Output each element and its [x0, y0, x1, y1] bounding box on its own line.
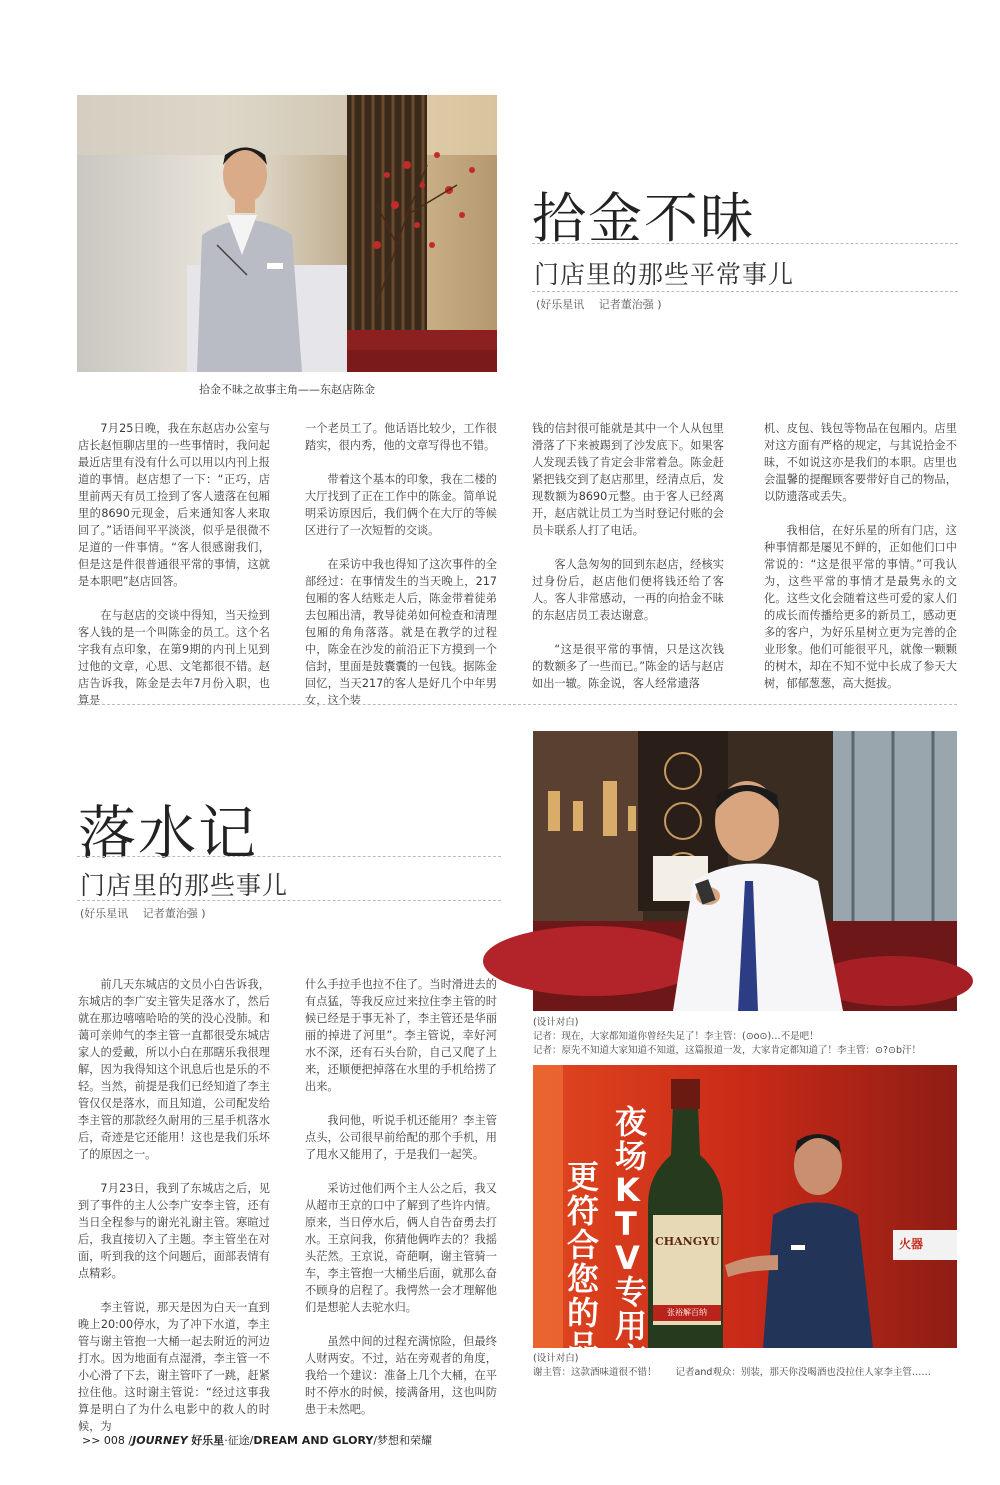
paragraph: 一个老员工了。他话语比较少，工作很踏实，很内秀，他的文章写得也不错。	[305, 422, 497, 452]
bottle-label: 张裕解百纳	[667, 1308, 707, 1317]
divider	[532, 291, 958, 292]
paragraph: 在与赵店的交谈中得知，当天捡到客人钱的是一个叫陈金的员工。这个名字我有点印象，在第9期的内刊上见到过他的文章，心思、文笔都很不错。赵店告诉我，陈金是去年7月份入职，也算是	[78, 609, 270, 707]
footer-zhengtu: 征途/	[227, 1434, 254, 1447]
article1-subtitle: 门店里的那些平常事儿	[534, 260, 795, 289]
article1-column-4	[764, 420, 957, 709]
article1-column-3	[532, 420, 724, 709]
caption-label: (设计对白)	[533, 1017, 579, 1028]
paragraph: 在采访中我也得知了这次事件的全部经过：在事情发生的当天晚上，217包厢的客人结账走人后，陈金带着徒弟去包厢出清，教导徒弟如何检查和清理包厢的角角落落。就是在教学的过程中，陈金在沙发的前沿正下方摸到一个信封，里面是鼓囊囊的一包钱。据陈金回忆，当天217的客人是好几个中年男女，这个装	[305, 558, 497, 707]
paragraph: 采访过他们两个主人公之后，我又从超市王京的口中了解到了些许内情。原来，当日停水后，俩人自告奋勇去打水。王京问我，你猜他俩咋去的？我摇头茫然。王京说，奇葩啊，谢主管骑一车，李主管抱一大桶坐后面，就那么奋不顾身的启程了。我愕然一会才理解他们是想驼人去驼水归。	[305, 1182, 497, 1314]
photo2-caption	[533, 1352, 957, 1380]
article1-column-2	[305, 420, 497, 726]
divider	[532, 243, 958, 244]
paragraph: 机、皮包、钱包等物品在包厢内。店里对这方面有严格的规定，与其说拾金不昧，不如说这亦是我们的本职。店里也会温馨的提醒顾客要带好自己的物品，以防遗落或丢失。	[764, 422, 957, 503]
paragraph: 虽然中间的过程充满惊险，但最终人财两安。不过，站在旁观者的角度，我给一个建议：准备上几个大桶，在平时不停水的时候，接满备用，这也叫防患于未然吧。	[305, 1335, 497, 1416]
wall-sign: 火器	[899, 1237, 924, 1251]
paragraph: 带着这个基本的印象，我在二楼的大厅找到了正在工作中的陈金。简单说明采访原因后，我们俩个在大厅的等候区进行了一次短暂的交谈。	[305, 473, 497, 537]
caption-line: 记者：原先不知道大家知道不知道，这篇报道一发，大家肯定都知道了！李主管：⊙?⊙b汗！	[533, 1045, 921, 1056]
section-divider	[77, 704, 957, 705]
footer-brand: 好乐星	[191, 1434, 225, 1447]
article1-title: 拾金不昧	[532, 187, 756, 250]
footer-dream: DREAM AND GLORY	[253, 1434, 374, 1447]
caption-line: 谢主管：这款酒味道很不错！ 记者and观众：别装，那天你没喝酒也没拉住人家李主管……	[533, 1367, 931, 1378]
paragraph: 钱的信封很可能就是其中一个人从包里滑落了下来被踢到了沙发底下。如果客人发现丢钱了肯定会非常着急。陈金赶紧把钱交到了赵店那里，经清点后，发现数额为8690元整。由于客人已经离开，赵店就让员工为当时登记付账的会员卡联系人打了电话。	[532, 422, 724, 537]
paragraph: 李主管说，那天是因为白天一直到晚上20:00停水，为了冲下水道，李主管与谢主管抱一大桶一起去附近的河边打水。因为地面有点湿滑，李主管一不小心滑了下去，谢主管吓了一跳，赶紧拉住他。这时谢主管说：“经过这事我算是明白了为什么电影中的救人的时候，为	[78, 1301, 270, 1433]
paragraph: 前几天东城店的文员小白告诉我，东城店的李广安主管失足落水了，然后就在那边嘻嘻哈哈的笑的没心没肺。和蔼可亲帅气的李主管一直都很受东城店家人的爱戴，所以小白在那瞎乐我很理解，因为我得知这个讯息后也是乐的不轻。当然，前提是我们已经知道了李主管仅仅是落水，而且知道，公司配发给李主管的那款经久耐用的三星手机落水后，奇迹是它还能用！这也是我们乐坏了的原因之一。	[78, 978, 270, 1161]
paragraph: 我相信，在好乐星的所有门店，这种事情都是屡见不鲜的，正如他们口中常说的：“这是很平常的事情。”可我认为，这些平常的事情才是最隽永的文化。这些文化会随着这些可爱的家人们的成长而传播给更多的新员工，感动更多的客户，为好乐星树立更为完善的企业形象。他们可能很平凡，就像一颗颗的树木，却在不知不觉中长成了参天大树，郁郁葱葱，高大挺拔。	[764, 524, 957, 690]
caption-line: 记者：现在，大家都知道你曾经失足了！李主管：(⊙o⊙)…不是吧！	[533, 1031, 819, 1042]
page-number: >> 008 /	[82, 1434, 133, 1447]
article2-column-1	[78, 976, 270, 1452]
article1-byline: (好乐星讯 记者董治强 )	[536, 298, 662, 311]
photo-caption: 拾金不昧之故事主角——东赵店陈金	[199, 383, 375, 396]
paragraph: 7月23日，我到了东城店之后，见到了事件的主人公李广安李主管，还有当日全程参与的谢光礼谢主管。寒暄过后，我直接切入了主题。李主管坐在对面，听到我的这个问题后，面部表情有点精彩。	[78, 1182, 270, 1280]
chenjin-photo	[77, 95, 497, 372]
bottle-brand: CHANGYU	[655, 1235, 720, 1248]
paragraph: 什么手拉手也拉不住了。当时滑进去的有点猛，等我反应过来拉住李主管的时候已经是于事无补了，李主管还是华丽丽的掉进了河里”。李主管说，幸好河水不深，还有石头台阶，自己又爬了上来，还顺便把掉落在水里的手机给捞了出来。	[305, 978, 497, 1093]
article2-column-2	[305, 976, 497, 1435]
divider	[77, 856, 501, 857]
paragraph: 我问他，听说手机还能用？李主管点头，公司很早前给配的那个手机，用了甩水又能用了，于是我们一起笑。	[305, 1114, 497, 1161]
footer-journey: JOURNEY	[132, 1434, 188, 1447]
article2-title: 落水记	[78, 799, 259, 867]
divider	[77, 900, 501, 901]
footer-dot: ·	[224, 1434, 228, 1447]
footer-tail: /梦想和荣耀	[373, 1434, 433, 1447]
paragraph: 客人急匆匆的回到东赵店，经核实过身份后，赵店他们便将钱还给了客人。客人非常感动，一再的向拾金不昧的东赵店员工表达谢意。	[532, 558, 724, 622]
article2-subtitle: 门店里的那些事儿	[80, 871, 289, 900]
article2-byline: (好乐星讯 记者董治强 )	[80, 907, 206, 920]
poster-text: 更符合您的品	[567, 1158, 600, 1366]
paragraph: 7月25日晚，我在东赵店办公室与店长赵恒聊店里的一些事情时，我问起最近店里有没有什么可以用以内刊上报道的事情。赵店想了一下：“正巧，店里前两天有员工捡到了客人遗落在包厢里的8690元现金，后来通知客人来取回了。”话语间平平淡淡，似乎是很微不足道的一件事情。“客人很感谢我们，但是这是件很普通很平常的事情，这就是本职吧”赵店回答。	[78, 422, 270, 588]
photo1-caption	[533, 1016, 957, 1058]
paragraph: “这是很平常的事情，只是这次钱的数额多了一些而已。”陈金的话与赵店如出一辙。陈金说，客人经常遗落	[532, 643, 724, 690]
poster-text: 夜场KTV专用产	[615, 1103, 648, 1379]
article1-column-1	[78, 420, 270, 726]
li-supervisor-photo	[533, 731, 957, 1011]
page-footer	[82, 1432, 432, 1448]
caption-label: (设计对白)	[533, 1353, 579, 1364]
